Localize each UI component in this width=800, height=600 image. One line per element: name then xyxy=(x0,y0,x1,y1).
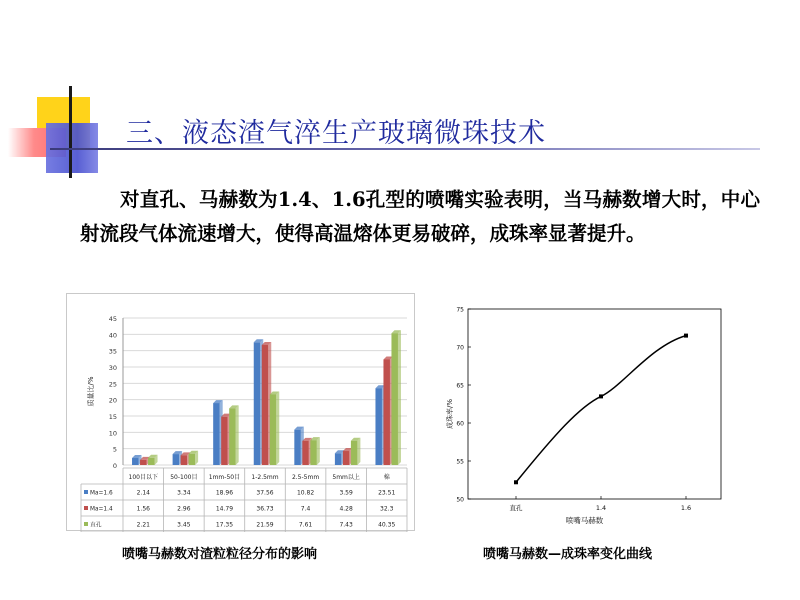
bar xyxy=(140,460,147,465)
table-cell: 7.61 xyxy=(298,521,313,529)
bar-side xyxy=(317,437,320,465)
table-cell: 4.28 xyxy=(339,505,353,513)
y-tick-label: 65 xyxy=(456,382,464,390)
x-category-label: 1-2.5mm xyxy=(251,474,279,481)
table-cell: 23.51 xyxy=(378,489,396,497)
legend-swatch xyxy=(84,490,88,494)
y-tick-label: 5 xyxy=(112,445,117,454)
bar-chart-panel xyxy=(66,293,415,531)
decor-vertical-line xyxy=(69,86,72,178)
bar-chart-caption: 喷嘴马赫数对渣粒粒径分布的影响 xyxy=(122,547,318,562)
line-chart-panel xyxy=(441,300,723,528)
y-tick-label: 45 xyxy=(108,315,117,323)
y-tick-label: 50 xyxy=(456,496,464,504)
table-cell: 10.82 xyxy=(296,489,315,497)
y-tick-label: 30 xyxy=(108,364,117,372)
slide-title: 三、液态渣气淬生产玻璃微珠技术 xyxy=(126,118,546,149)
table-cell: 36.73 xyxy=(256,505,274,513)
bar xyxy=(229,408,236,465)
legend-swatch xyxy=(84,506,88,510)
table-cell: 1.56 xyxy=(136,505,150,513)
x-category-label: 棉 xyxy=(383,474,390,481)
bar xyxy=(310,440,317,465)
bar xyxy=(189,454,196,465)
line-chart-caption: 喷嘴马赫数—成珠率变化曲线 xyxy=(483,547,653,562)
series-line xyxy=(516,336,686,483)
x-category-label: 1mm-50目 xyxy=(208,474,241,481)
y-tick-label: 70 xyxy=(456,344,464,352)
bar-side xyxy=(276,391,279,465)
table-cell: 17.35 xyxy=(215,521,234,529)
data-point xyxy=(684,334,688,338)
bar xyxy=(270,394,277,465)
bar xyxy=(262,345,269,465)
bar-side xyxy=(236,405,239,465)
y-tick-label: 55 xyxy=(456,458,464,466)
x-category-label: 5mm以上 xyxy=(332,474,360,481)
y-tick-label: 40 xyxy=(108,331,117,340)
table-cell: 37.56 xyxy=(256,489,274,497)
table-cell: 3.34 xyxy=(177,489,191,497)
body-paragraph: 对直孔、马赫数为1.4、1.6孔型的喷嘴实验表明，当马赫数增大时，中心射流段气体流速增大，使得高温熔体更易破碎，成珠率显著提升。 xyxy=(80,188,760,245)
y-axis-label: 成珠率/% xyxy=(446,398,454,430)
bar xyxy=(173,454,180,465)
table-cell: 7.4 xyxy=(300,505,311,513)
bar xyxy=(132,458,139,465)
bar xyxy=(221,417,228,465)
table-cell: 3.45 xyxy=(177,521,191,529)
table-cell: 3.59 xyxy=(339,489,353,497)
x-tick-label: 1.4 xyxy=(595,504,607,512)
table-cell: 2.96 xyxy=(177,505,191,513)
bar xyxy=(343,451,350,465)
legend-label: 直孔 xyxy=(90,522,102,529)
y-tick-label: 10 xyxy=(108,429,117,438)
table-cell: 2.14 xyxy=(136,489,150,497)
table-cell: 21.59 xyxy=(256,521,274,529)
bar xyxy=(181,455,188,465)
bar xyxy=(254,342,261,465)
data-point xyxy=(599,394,603,398)
y-tick-label: 20 xyxy=(108,396,117,405)
bar xyxy=(294,430,301,465)
y-tick-label: 75 xyxy=(456,306,464,314)
y-tick-label: 15 xyxy=(108,413,117,421)
bar xyxy=(302,441,309,465)
plot-frame xyxy=(468,309,721,499)
bar xyxy=(391,333,398,465)
bar xyxy=(383,359,390,465)
line-chart xyxy=(441,300,723,528)
legend-label: Ma=1.4 xyxy=(90,506,113,513)
bar xyxy=(213,403,220,465)
legend-swatch xyxy=(84,522,88,526)
y-tick-label: 25 xyxy=(108,380,117,389)
y-tick-label: 60 xyxy=(456,420,464,428)
bar-side xyxy=(357,438,360,465)
y-axis-label: 质量比/% xyxy=(87,376,95,407)
bar xyxy=(375,388,382,465)
x-category-label: 100目以下 xyxy=(128,474,159,481)
x-category-label: 2.5-5mm xyxy=(291,474,320,481)
table-cell: 32.3 xyxy=(380,505,394,513)
bar xyxy=(335,453,342,465)
bar xyxy=(148,458,155,465)
table-cell: 2.21 xyxy=(136,521,150,529)
table-cell: 40.35 xyxy=(378,521,396,529)
bar xyxy=(351,441,358,465)
table-cell: 18.96 xyxy=(215,489,234,497)
table-cell: 14.79 xyxy=(215,505,234,513)
y-tick-label: 35 xyxy=(108,347,117,356)
data-point xyxy=(514,480,518,484)
table-cell: 7.43 xyxy=(339,521,353,529)
bar-chart xyxy=(67,294,416,532)
x-category-label: 50-100目 xyxy=(170,474,198,481)
bar-side xyxy=(398,330,401,465)
legend-label: Ma=1.6 xyxy=(90,490,113,497)
y-tick-label: 0 xyxy=(112,462,117,470)
x-axis-label: 喷嘴马赫数 xyxy=(565,516,604,525)
x-tick-label: 直孔 xyxy=(509,504,523,512)
x-tick-label: 1.6 xyxy=(680,504,692,512)
